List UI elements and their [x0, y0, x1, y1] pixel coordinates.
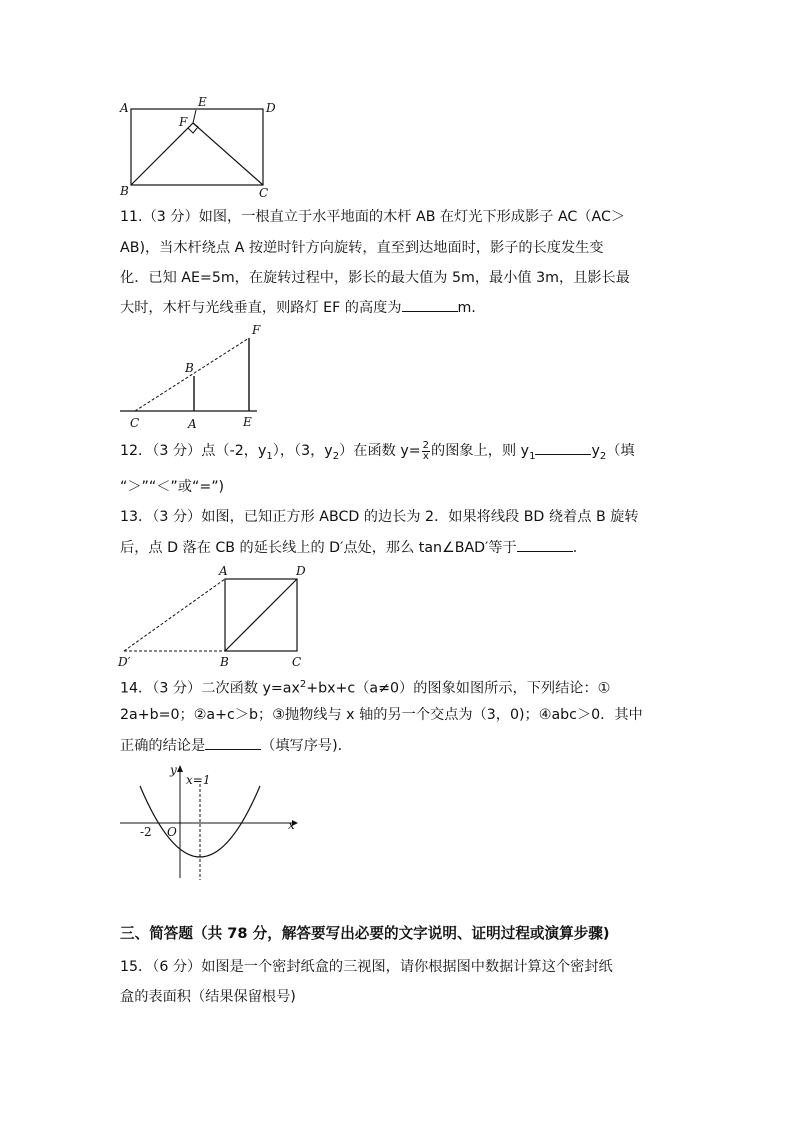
q14-line-2: 2a+b=0；②a+c＞b；③抛物线与 x 轴的另一个交点为（3，0)；④abc＞0．其中 — [120, 707, 643, 723]
q12-line-2: “＞”“＜”或“=”) — [120, 479, 225, 495]
q14-text-1: 14．（3 分）二次函数 y=ax — [120, 680, 300, 697]
subscript: 1 — [529, 450, 536, 462]
q14-line-3 — [120, 735, 352, 757]
q12-line-1 — [120, 440, 635, 468]
label-d: D — [296, 564, 306, 578]
q15-line-2: 盒的表面积（结果保留根号) — [120, 989, 296, 1005]
label-x: x — [288, 818, 295, 832]
superscript: 2 — [299, 679, 307, 690]
label-c: C — [130, 416, 140, 430]
answer-blank — [535, 440, 591, 455]
q11-text: 大时，木杆与光线垂直，则路灯 EF 的高度为 — [120, 300, 402, 316]
answer-blank — [402, 297, 458, 312]
label-a: A — [120, 101, 129, 115]
label-c: C — [259, 186, 269, 200]
figure-street-lamp — [112, 322, 262, 432]
q11-line-4 — [120, 297, 486, 319]
label-b: B — [220, 655, 229, 669]
subscript: 2 — [332, 450, 340, 462]
fraction-numerator: 2 — [422, 439, 430, 451]
q14-text-3: 正确的结论是 — [120, 738, 206, 754]
label-d-prime: D′ — [118, 655, 131, 669]
figure-square-abcd — [112, 562, 312, 670]
label-b: B — [185, 361, 194, 375]
label-f: F — [252, 323, 261, 337]
figure-rectangle-abcd — [112, 94, 284, 200]
label-origin: O — [167, 825, 177, 839]
q13-line-1: 13．（3 分）如图，已知正方形 ABCD 的边长为 2．如果将线段 BD 绕着点 B 旋转 — [120, 509, 639, 525]
right-angle-mark — [188, 123, 198, 133]
label-d: D — [266, 101, 276, 115]
q15-line-1: 15．（6 分）如图是一个密封纸盒的三视图，请你根据图中数据计算这个密封纸 — [120, 959, 613, 975]
section-heading: 三、简答题（共 78 分，解答要写出必要的文字说明、证明过程或演算步骤) — [120, 925, 610, 942]
label-neg-2: -2 — [140, 825, 152, 839]
figure-parabola — [112, 762, 312, 882]
q13-text: 后，点 D 落在 CB 的延长线上的 D′点处，那么 tan∠BAD′等于 — [120, 540, 517, 556]
label-b: B — [120, 184, 129, 198]
y-axis-arrow — [177, 765, 183, 772]
label-y: y — [170, 763, 177, 777]
answer-blank — [205, 735, 261, 750]
q12-text-5: y — [591, 443, 600, 459]
q12-text-1: 12．（3 分）点（-2，y — [120, 443, 267, 459]
subscript: 2 — [599, 450, 607, 462]
q14-line-1 — [120, 674, 610, 700]
subscript: 1 — [266, 450, 273, 462]
q14-tail: （填写序号)． — [261, 738, 352, 754]
label-f: F — [179, 115, 188, 129]
fraction — [422, 441, 430, 462]
label-a: A — [219, 564, 228, 578]
segment-fc — [193, 123, 263, 185]
q11-tail: m． — [457, 300, 486, 316]
segment-ad-prime — [124, 579, 225, 651]
q11-line-2: AB)，当木杆绕点 A 按逆时针方向旋转，直至到达地面时，影子的长度发生变 — [120, 240, 604, 256]
label-e: E — [243, 415, 252, 429]
q13-line-2 — [120, 537, 577, 559]
q12-text-2: ），（3，y — [272, 443, 333, 459]
segment-fe — [193, 110, 196, 123]
q11-line-3: 化．已知 AE=5m，在旋转过程中，影长的最大值为 5m，最小值 3m，且影长最 — [120, 270, 630, 286]
answer-blank — [517, 537, 573, 552]
fraction-denominator: x — [422, 450, 429, 462]
rectangle-outline — [131, 109, 263, 185]
diagonal-bd — [225, 579, 297, 651]
label-e: E — [198, 95, 207, 109]
q11-line-1: 11.（3 分）如图，一根直立于水平地面的木杆 AB 在灯光下形成影子 AC（AC＞ — [120, 209, 626, 225]
label-c: C — [292, 655, 302, 669]
segment-bf — [131, 123, 193, 185]
label-axis-line: x=1 — [186, 773, 211, 787]
q12-text-4: 的图象上，则 y — [431, 443, 530, 459]
q12-text-6: （填 — [606, 443, 635, 459]
q13-tail: . — [572, 540, 578, 556]
label-a: A — [188, 417, 197, 431]
q14-text-2: +bx+c（a≠0）的图象如图所示，下列结论：① — [306, 680, 611, 697]
q12-text-3: ）在函数 y= — [339, 443, 421, 459]
